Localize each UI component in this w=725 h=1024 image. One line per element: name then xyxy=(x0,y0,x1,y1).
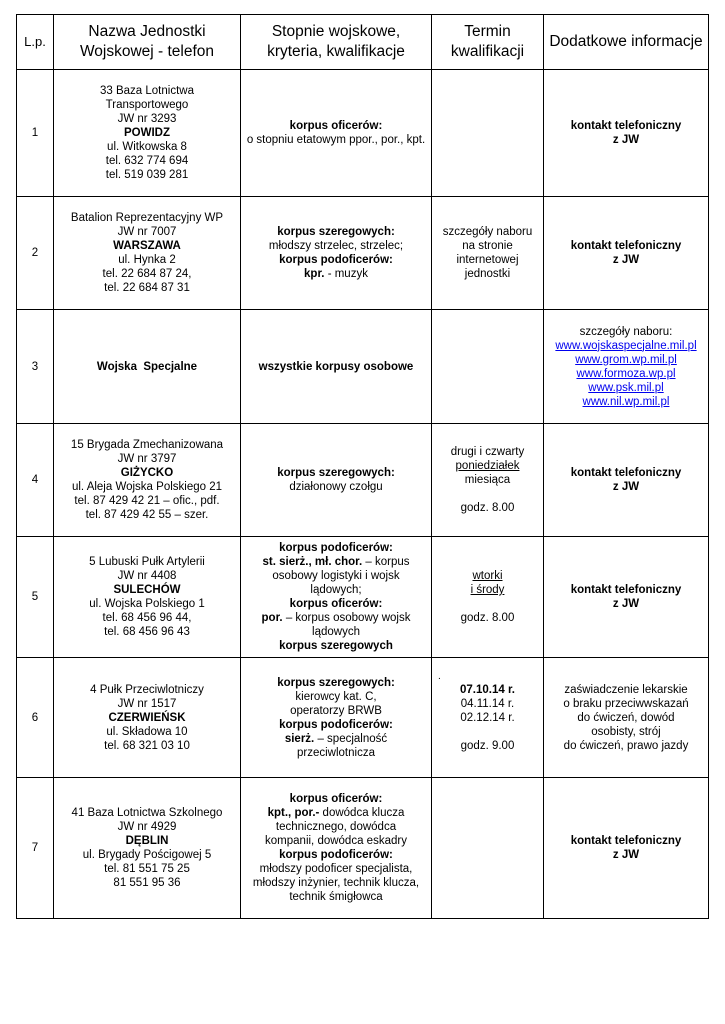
unit-cell xyxy=(54,537,241,658)
unit-number: JW nr 1517 xyxy=(117,697,177,710)
header-term: Termin kwalifikacji xyxy=(432,15,544,70)
unit-number: JW nr 7007 xyxy=(117,226,177,238)
unit-phone: 81 551 95 36 xyxy=(113,877,181,889)
unit-address: ul. Wojska Polskiego 1 xyxy=(89,598,205,610)
info-text: z JW xyxy=(612,598,640,610)
unit-address: ul. Składowa 10 xyxy=(106,725,188,738)
corps-heading: korpus podoficerów: xyxy=(279,718,393,731)
spacer xyxy=(435,597,540,611)
unit-name: 4 Pułk Przeciwlotniczy xyxy=(90,683,204,696)
ranks-text: – specjalność xyxy=(314,732,388,745)
recruitment-table xyxy=(16,14,709,919)
ranks-text: działonowy czołgu xyxy=(289,481,383,493)
unit-name: Wojska Specjalne xyxy=(96,360,198,373)
term-cell xyxy=(432,778,544,919)
unit-cell xyxy=(54,197,241,310)
unit-name: Batalion Reprezentacyjny WP xyxy=(70,212,224,224)
unit-name: 5 Lubuski Pułk Artylerii xyxy=(89,556,205,568)
unit-address: ul. Aleja Wojska Polskiego 21 xyxy=(71,481,222,493)
term-text: na stronie xyxy=(462,240,513,252)
term-cell xyxy=(432,658,544,778)
table-row xyxy=(17,197,709,310)
info-text: szczegóły naboru: xyxy=(579,325,673,338)
link-psk[interactable]: www.psk.mil.pl xyxy=(588,381,664,394)
term-text: jednostki xyxy=(464,268,511,280)
rank-abbrev: st. sierż., mł. chor. xyxy=(262,556,363,568)
info-cell xyxy=(544,778,709,919)
unit-name: 15 Brygada Zmechanizowana xyxy=(70,439,224,451)
table-row xyxy=(17,778,709,919)
unit-phone: tel. 87 429 42 55 – szer. xyxy=(85,509,209,521)
row-number: 5 xyxy=(17,537,54,658)
info-text: do ćwiczeń, prawo jazdy xyxy=(563,739,689,752)
info-text: z JW xyxy=(612,254,640,266)
ranks-text: operatorzy BRWB xyxy=(290,704,382,717)
corps-heading: korpus szeregowych xyxy=(279,640,393,652)
header-unit: Nazwa Jednostki Wojskowej - telefon xyxy=(54,15,241,70)
term-text: miesiąca xyxy=(464,474,511,486)
term-text: drugi i czwarty xyxy=(450,446,525,458)
term-text: internetowej xyxy=(456,254,519,266)
unit-phone: tel. 68 321 03 10 xyxy=(104,739,190,752)
unit-phone: tel. 632 774 694 xyxy=(105,155,189,167)
ranks-text: technik śmigłowca xyxy=(289,891,383,903)
header-row xyxy=(17,15,709,70)
table-row xyxy=(17,537,709,658)
unit-number: JW nr 4929 xyxy=(117,821,177,833)
unit-name: Transportowego xyxy=(105,99,189,111)
info-text: osobisty, strój xyxy=(591,725,661,738)
info-text: z JW xyxy=(612,134,640,146)
rank-abbrev: kpr. xyxy=(304,268,325,280)
spacer xyxy=(435,487,540,501)
info-cell xyxy=(544,310,709,424)
ranks-line xyxy=(244,732,428,746)
ranks-text: technicznego, dowódca xyxy=(275,821,397,833)
unit-phone: tel. 22 684 87 31 xyxy=(104,282,190,294)
ranks-text: o stopniu etatowym ppor., por., kpt. xyxy=(246,134,426,146)
corps-heading: korpus podoficerów: xyxy=(279,542,393,554)
term-time: godz. 9.00 xyxy=(460,739,515,752)
link-grom[interactable]: www.grom.wp.mil.pl xyxy=(575,353,677,366)
link-wojskaspecjalne[interactable]: www.wojskaspecjalne.mil.pl xyxy=(555,339,697,352)
ranks-line xyxy=(244,806,428,820)
term-cell xyxy=(432,424,544,537)
ranks-cell xyxy=(241,197,432,310)
ranks-line xyxy=(244,611,428,625)
term-cell xyxy=(432,70,544,197)
unit-city: CZERWIEŃSK xyxy=(108,711,186,724)
info-text: kontakt telefoniczny xyxy=(570,835,682,847)
unit-address: ul. Hynka 2 xyxy=(118,254,176,266)
term-cell xyxy=(432,310,544,424)
ranks-cell xyxy=(241,70,432,197)
unit-address: ul. Brygady Pościgowej 5 xyxy=(82,849,212,861)
ranks-cell xyxy=(241,778,432,919)
unit-phone: tel. 87 429 42 21 – ofic., pdf. xyxy=(74,495,220,507)
ranks-text: lądowych; xyxy=(310,584,362,596)
ranks-text: - muzyk xyxy=(324,268,368,280)
ranks-text: – korpus osobowy wojsk xyxy=(282,612,411,624)
header-info: Dodatkowe informacje xyxy=(544,15,709,70)
unit-phone: tel. 68 456 96 44, xyxy=(102,612,192,624)
unit-number: JW nr 4408 xyxy=(117,570,177,582)
info-text: o braku przeciwwskazań xyxy=(563,697,689,710)
unit-city: DĘBLIN xyxy=(125,835,169,847)
term-time: godz. 8.00 xyxy=(460,612,515,624)
term-text: i środy xyxy=(470,584,505,596)
corps-heading: korpus oficerów: xyxy=(289,598,383,610)
link-formoza[interactable]: www.formoza.wp.pl xyxy=(576,367,676,380)
unit-address: ul. Witkowska 8 xyxy=(107,141,187,153)
unit-phone: tel. 68 456 96 43 xyxy=(104,626,190,638)
unit-cell xyxy=(54,310,241,424)
ranks-line xyxy=(244,555,428,569)
rank-abbrev: kpt., por.- xyxy=(267,807,320,819)
row-number: 3 xyxy=(17,310,54,424)
unit-city: WARSZAWA xyxy=(113,240,181,252)
ranks-cell xyxy=(241,537,432,658)
term-cell xyxy=(432,197,544,310)
info-cell xyxy=(544,70,709,197)
table-row xyxy=(17,70,709,197)
unit-phone: tel. 81 551 75 25 xyxy=(104,863,190,875)
ranks-cell xyxy=(241,310,432,424)
row-number: 7 xyxy=(17,778,54,919)
ranks-text: młodszy strzelec, strzelec; xyxy=(268,240,404,252)
term-text: szczegóły naboru xyxy=(442,226,533,238)
term-date: 04.11.14 r. xyxy=(460,697,515,710)
unit-cell xyxy=(54,778,241,919)
ranks-text: młodszy inżynier, technik klucza, xyxy=(252,877,420,889)
info-text: z JW xyxy=(612,481,640,493)
info-text: kontakt telefoniczny xyxy=(570,467,682,479)
term-cell xyxy=(432,537,544,658)
unit-cell xyxy=(54,424,241,537)
corps-heading: wszystkie korpusy osobowe xyxy=(258,360,414,373)
corps-heading: korpus szeregowych: xyxy=(277,676,395,689)
ranks-text: przeciwlotnicza xyxy=(297,746,375,759)
table-row xyxy=(17,424,709,537)
ranks-cell xyxy=(241,424,432,537)
ranks-text: młodszy podoficer specjalista, xyxy=(259,863,413,875)
term-text: wtorki xyxy=(472,570,503,582)
term-time: godz. 8.00 xyxy=(460,502,515,514)
ranks-text: kompanii, dowódca eskadry xyxy=(265,835,407,847)
corps-heading: korpus podoficerów: xyxy=(279,254,393,266)
header-lp: L.p. xyxy=(17,15,54,70)
info-text: kontakt telefoniczny xyxy=(570,584,682,596)
unit-phone: tel. 519 039 281 xyxy=(105,169,189,181)
rank-abbrev: sierż. xyxy=(284,732,315,745)
term-text: poniedziałek xyxy=(455,460,520,472)
row-number: 2 xyxy=(17,197,54,310)
row-number: 6 xyxy=(17,658,54,778)
unit-city: GIŻYCKO xyxy=(120,467,174,479)
table-row xyxy=(17,658,709,778)
unit-number: JW nr 3293 xyxy=(117,113,177,125)
row-number: 4 xyxy=(17,424,54,537)
table-row xyxy=(17,310,709,424)
unit-name: 33 Baza Lotnictwa xyxy=(100,85,194,97)
ranks-text: kierowcy kat. C, xyxy=(295,690,377,703)
stray-mark: . xyxy=(438,671,441,682)
unit-cell xyxy=(54,658,241,778)
header-ranks: Stopnie wojskowe, kryteria, kwalifikacje xyxy=(241,15,432,70)
corps-heading: korpus oficerów: xyxy=(289,793,383,805)
info-text: do ćwiczeń, dowód xyxy=(577,711,675,724)
info-cell xyxy=(544,197,709,310)
info-cell xyxy=(544,658,709,778)
corps-heading: korpus podoficerów: xyxy=(279,849,393,861)
unit-name: 41 Baza Lotnictwa Szkolnego xyxy=(71,807,223,819)
link-nil[interactable]: www.nil.wp.mil.pl xyxy=(582,395,670,408)
term-date: 02.12.14 r. xyxy=(460,711,515,724)
unit-cell xyxy=(54,70,241,197)
ranks-text: osobowy logistyki i wojsk xyxy=(272,570,400,582)
info-text: zaświadczenie lekarskie xyxy=(564,683,688,696)
ranks-text: dowódca klucza xyxy=(319,807,405,819)
info-text: z JW xyxy=(612,849,640,861)
spacer xyxy=(435,725,540,739)
corps-heading: korpus szeregowych: xyxy=(277,467,395,479)
ranks-text: – korpus xyxy=(362,556,410,568)
info-cell xyxy=(544,537,709,658)
info-text: kontakt telefoniczny xyxy=(570,240,682,252)
info-text: kontakt telefoniczny xyxy=(570,120,682,132)
ranks-text: lądowych xyxy=(312,626,360,638)
unit-phone: tel. 22 684 87 24, xyxy=(102,268,192,280)
unit-city: SULECHÓW xyxy=(113,584,181,596)
ranks-cell xyxy=(241,658,432,778)
ranks-line xyxy=(244,267,428,281)
info-cell xyxy=(544,424,709,537)
rank-abbrev: por. xyxy=(261,612,283,624)
unit-number: JW nr 3797 xyxy=(117,453,177,465)
corps-heading: korpus oficerów: xyxy=(289,120,383,132)
term-date: 07.10.14 r. xyxy=(460,683,515,696)
unit-city: POWIDZ xyxy=(124,127,170,139)
row-number: 1 xyxy=(17,70,54,197)
corps-heading: korpus szeregowych: xyxy=(277,226,395,238)
